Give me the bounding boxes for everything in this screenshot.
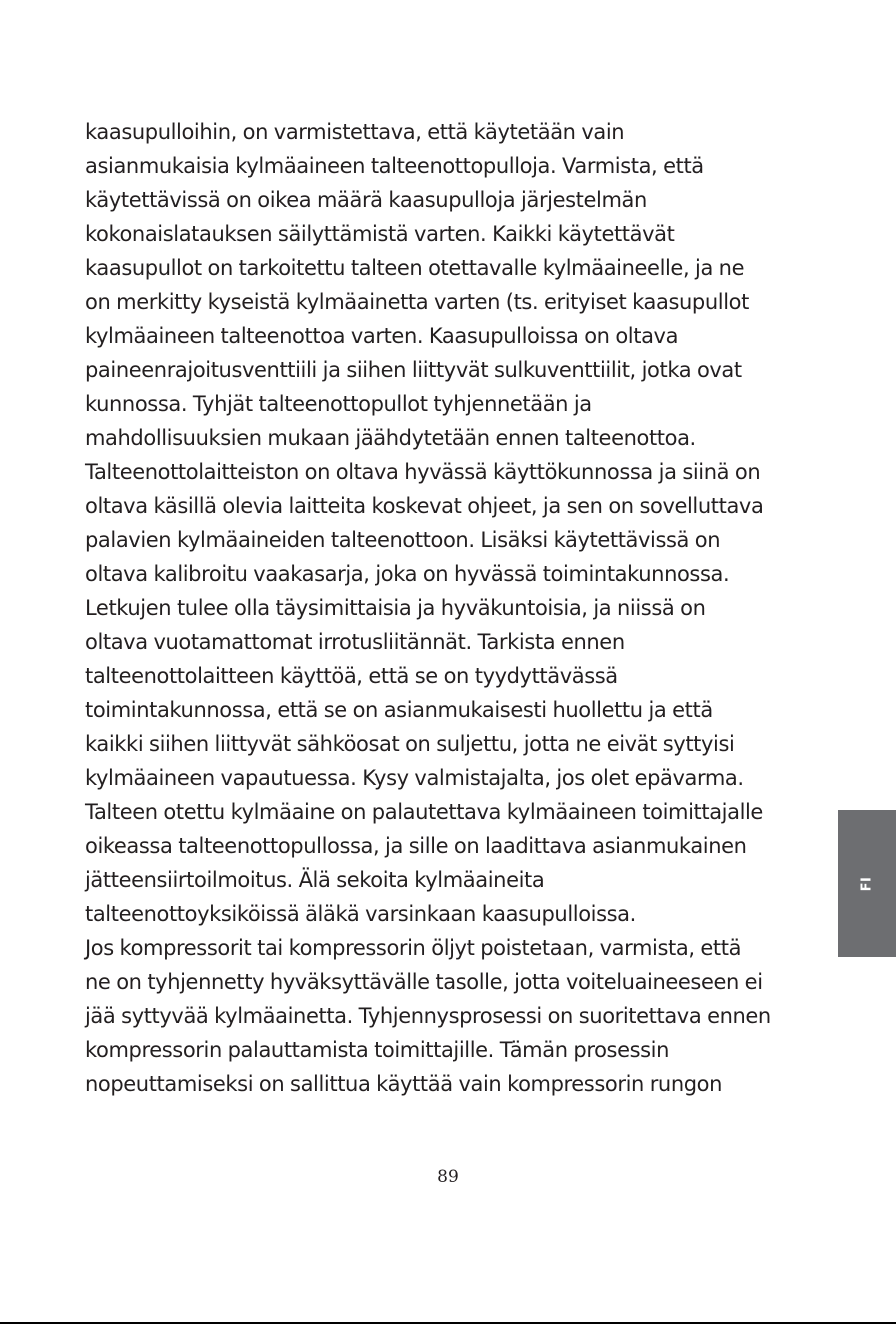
text-line: kokonaislatauksen säilyttämistä varten. Kaikki käytettävät [85,222,675,246]
text-line: jää syttyvää kylmäainetta. Tyhjennysprosessi on suoritettava ennen [85,1004,771,1028]
text-line: talteenottoyksiköissä äläkä varsinkaan kaasupulloissa. [85,902,636,926]
text-line: kaasupulloihin, on varmistettava, että käytetään vain [85,120,625,144]
language-tab-label: FI [859,876,875,891]
text-line: nopeuttamiseksi on sallittua käyttää vain kompressorin rungon [85,1072,723,1096]
text-line: oikeassa talteenottopullossa, ja sille on laadittava asianmukainen [85,834,747,858]
text-line: on merkitty kyseistä kylmäainetta varten (ts. erityiset kaasupullot [85,290,749,314]
text-line: oltava kalibroitu vaakasarja, joka on hyvässä toimintakunnossa. [85,562,730,586]
language-tab [838,810,896,957]
text-line: Talteenottolaitteiston on oltava hyvässä käyttökunnossa ja siinä on [85,460,761,484]
text-line: toimintakunnossa, että se on asianmukaisesti huollettu ja että [85,698,713,722]
text-line: kaasupullot on tarkoitettu talteen otettavalle kylmäaineelle, ja ne [85,256,745,280]
text-line: asianmukaisia kylmäaineen talteenottopulloja. Varmista, että [85,154,704,178]
text-line: kompressorin palauttamista toimittajille. Tämän prosessin [85,1038,670,1062]
text-line: palavien kylmäaineiden talteenottoon. Lisäksi käytettävissä on [85,528,721,552]
text-line: Talteen otettu kylmäaine on palautettava kylmäaineen toimittajalle [85,800,763,824]
text-line: Letkujen tulee olla täysimittaisia ja hyväkuntoisia, ja niissä on [85,596,706,620]
text-line: kaikki siihen liittyvät sähköosat on suljettu, jotta ne eivät syttyisi [85,732,735,756]
text-line: kylmäaineen talteenottoa varten. Kaasupulloissa on oltava [85,324,679,348]
text-line: käytettävissä on oikea määrä kaasupulloja järjestelmän [85,188,647,212]
text-line: jätteensiirtoilmoitus. Älä sekoita kylmäaineita [85,868,545,892]
body-text [85,115,830,1101]
text-line: Jos kompressorit tai kompressorin öljyt poistetaan, varmista, että [85,936,742,960]
text-line: oltava vuotamattomat irrotusliitännät. Tarkista ennen [85,630,625,654]
text-line: ne on tyhjennetty hyväksyttävälle tasolle, jotta voiteluaineeseen ei [85,970,763,994]
text-line: talteenottolaitteen käyttöä, että se on tyydyttävässä [85,664,618,688]
text-line: mahdollisuuksien mukaan jäähdytetään ennen talteenottoa. [85,426,696,450]
text-line: kunnossa. Tyhjät talteenottopullot tyhjennetään ja [85,392,592,416]
page-number: 89 [437,1167,459,1187]
text-line: oltava käsillä olevia laitteita koskevat ohjeet, ja sen on sovelluttava [85,494,764,518]
text-line: kylmäaineen vapautuessa. Kysy valmistajalta, jos olet epävarma. [85,766,744,790]
text-line: paineenrajoitusventtiili ja siihen liittyvät sulkuventtiilit, jotka ovat [85,358,742,382]
